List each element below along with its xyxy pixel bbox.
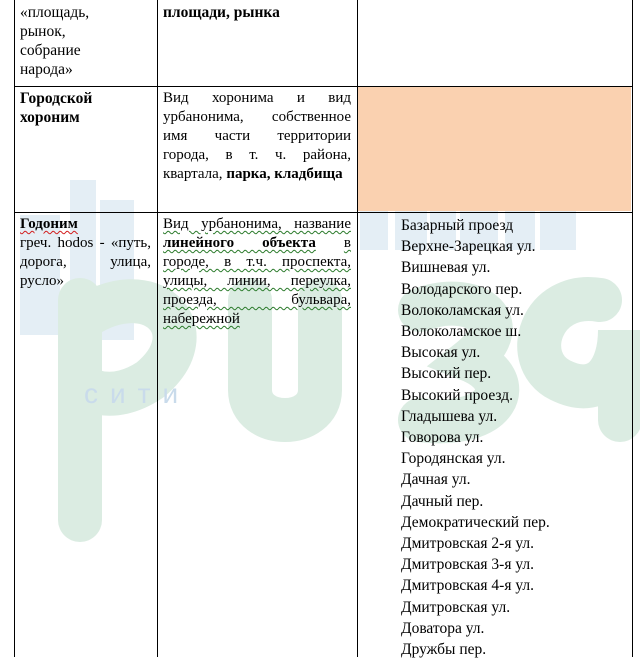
row1-term-cell [14, 0, 157, 86]
street-item: Дмитровская 2-я ул. [401, 535, 535, 553]
row2-term-cell [14, 86, 157, 212]
street-item: Гладышева ул. [401, 407, 498, 425]
street-item: Волоколамская ул. [401, 301, 524, 319]
row1-term-text: «площадь, рынок, собрание народа» [20, 4, 90, 78]
row3-definition-text-b: в городе, в т.ч. проспекта, улицы, линии, переулка, проезда, бульвара, набережной [163, 235, 351, 327]
street-item: Демократический пер. [401, 513, 550, 531]
row3-term-cell [14, 212, 157, 657]
row3-term-title: Годоним [20, 216, 78, 232]
street-item: Высокий пер. [401, 365, 492, 383]
street-item: Базарный проезд [401, 217, 514, 234]
row2-term-text: Городской хороним [20, 90, 93, 126]
street-item: Вишневая ул. [401, 259, 491, 277]
watermark-text: сити [84, 378, 191, 409]
street-item: Городянская ул. [401, 450, 506, 468]
street-item: Дружбы пер. [401, 641, 487, 659]
row2-definition-cell [157, 86, 357, 212]
row3-definition-bold: линейного объекта [163, 235, 316, 251]
row2-definition-bold: парка, кладбища [226, 166, 343, 182]
street-item: Волоколамское ш. [401, 323, 522, 341]
row3-term-text: греч. hodos - «путь, дорога, улица, русло» [20, 235, 151, 289]
street-item: Высокая ул. [401, 344, 481, 362]
street-item: Дмитровская ул. [401, 598, 511, 616]
street-item: Верхне-Зарецкая ул. [401, 238, 536, 256]
row1-definition-cell [157, 0, 357, 86]
street-item: Доватора ул. [401, 619, 485, 637]
row3-definition-cell [157, 212, 357, 657]
row2-definition-text: Вид хоронима и вид урбанонима, собственное имя части территории города, в т. ч. района, квартала, [163, 90, 351, 182]
street-item: Дачная ул. [401, 471, 471, 489]
street-list [363, 215, 626, 660]
street-item: Говорова ул. [401, 429, 484, 447]
row3-definition-text-a: Вид урбанонима, название [163, 216, 351, 232]
row1-examples-cell [357, 0, 632, 86]
street-item: Дачный пер. [401, 492, 484, 510]
row3-examples-cell [357, 212, 632, 657]
row1-definition-text: площади, рынка [163, 4, 280, 21]
street-item: Дмитровская 4-я ул. [401, 577, 535, 595]
street-item: Володарского пер. [401, 280, 523, 298]
street-item: Дмитровская 3-я ул. [401, 556, 535, 574]
street-item: Высокий проезд. [401, 386, 514, 404]
